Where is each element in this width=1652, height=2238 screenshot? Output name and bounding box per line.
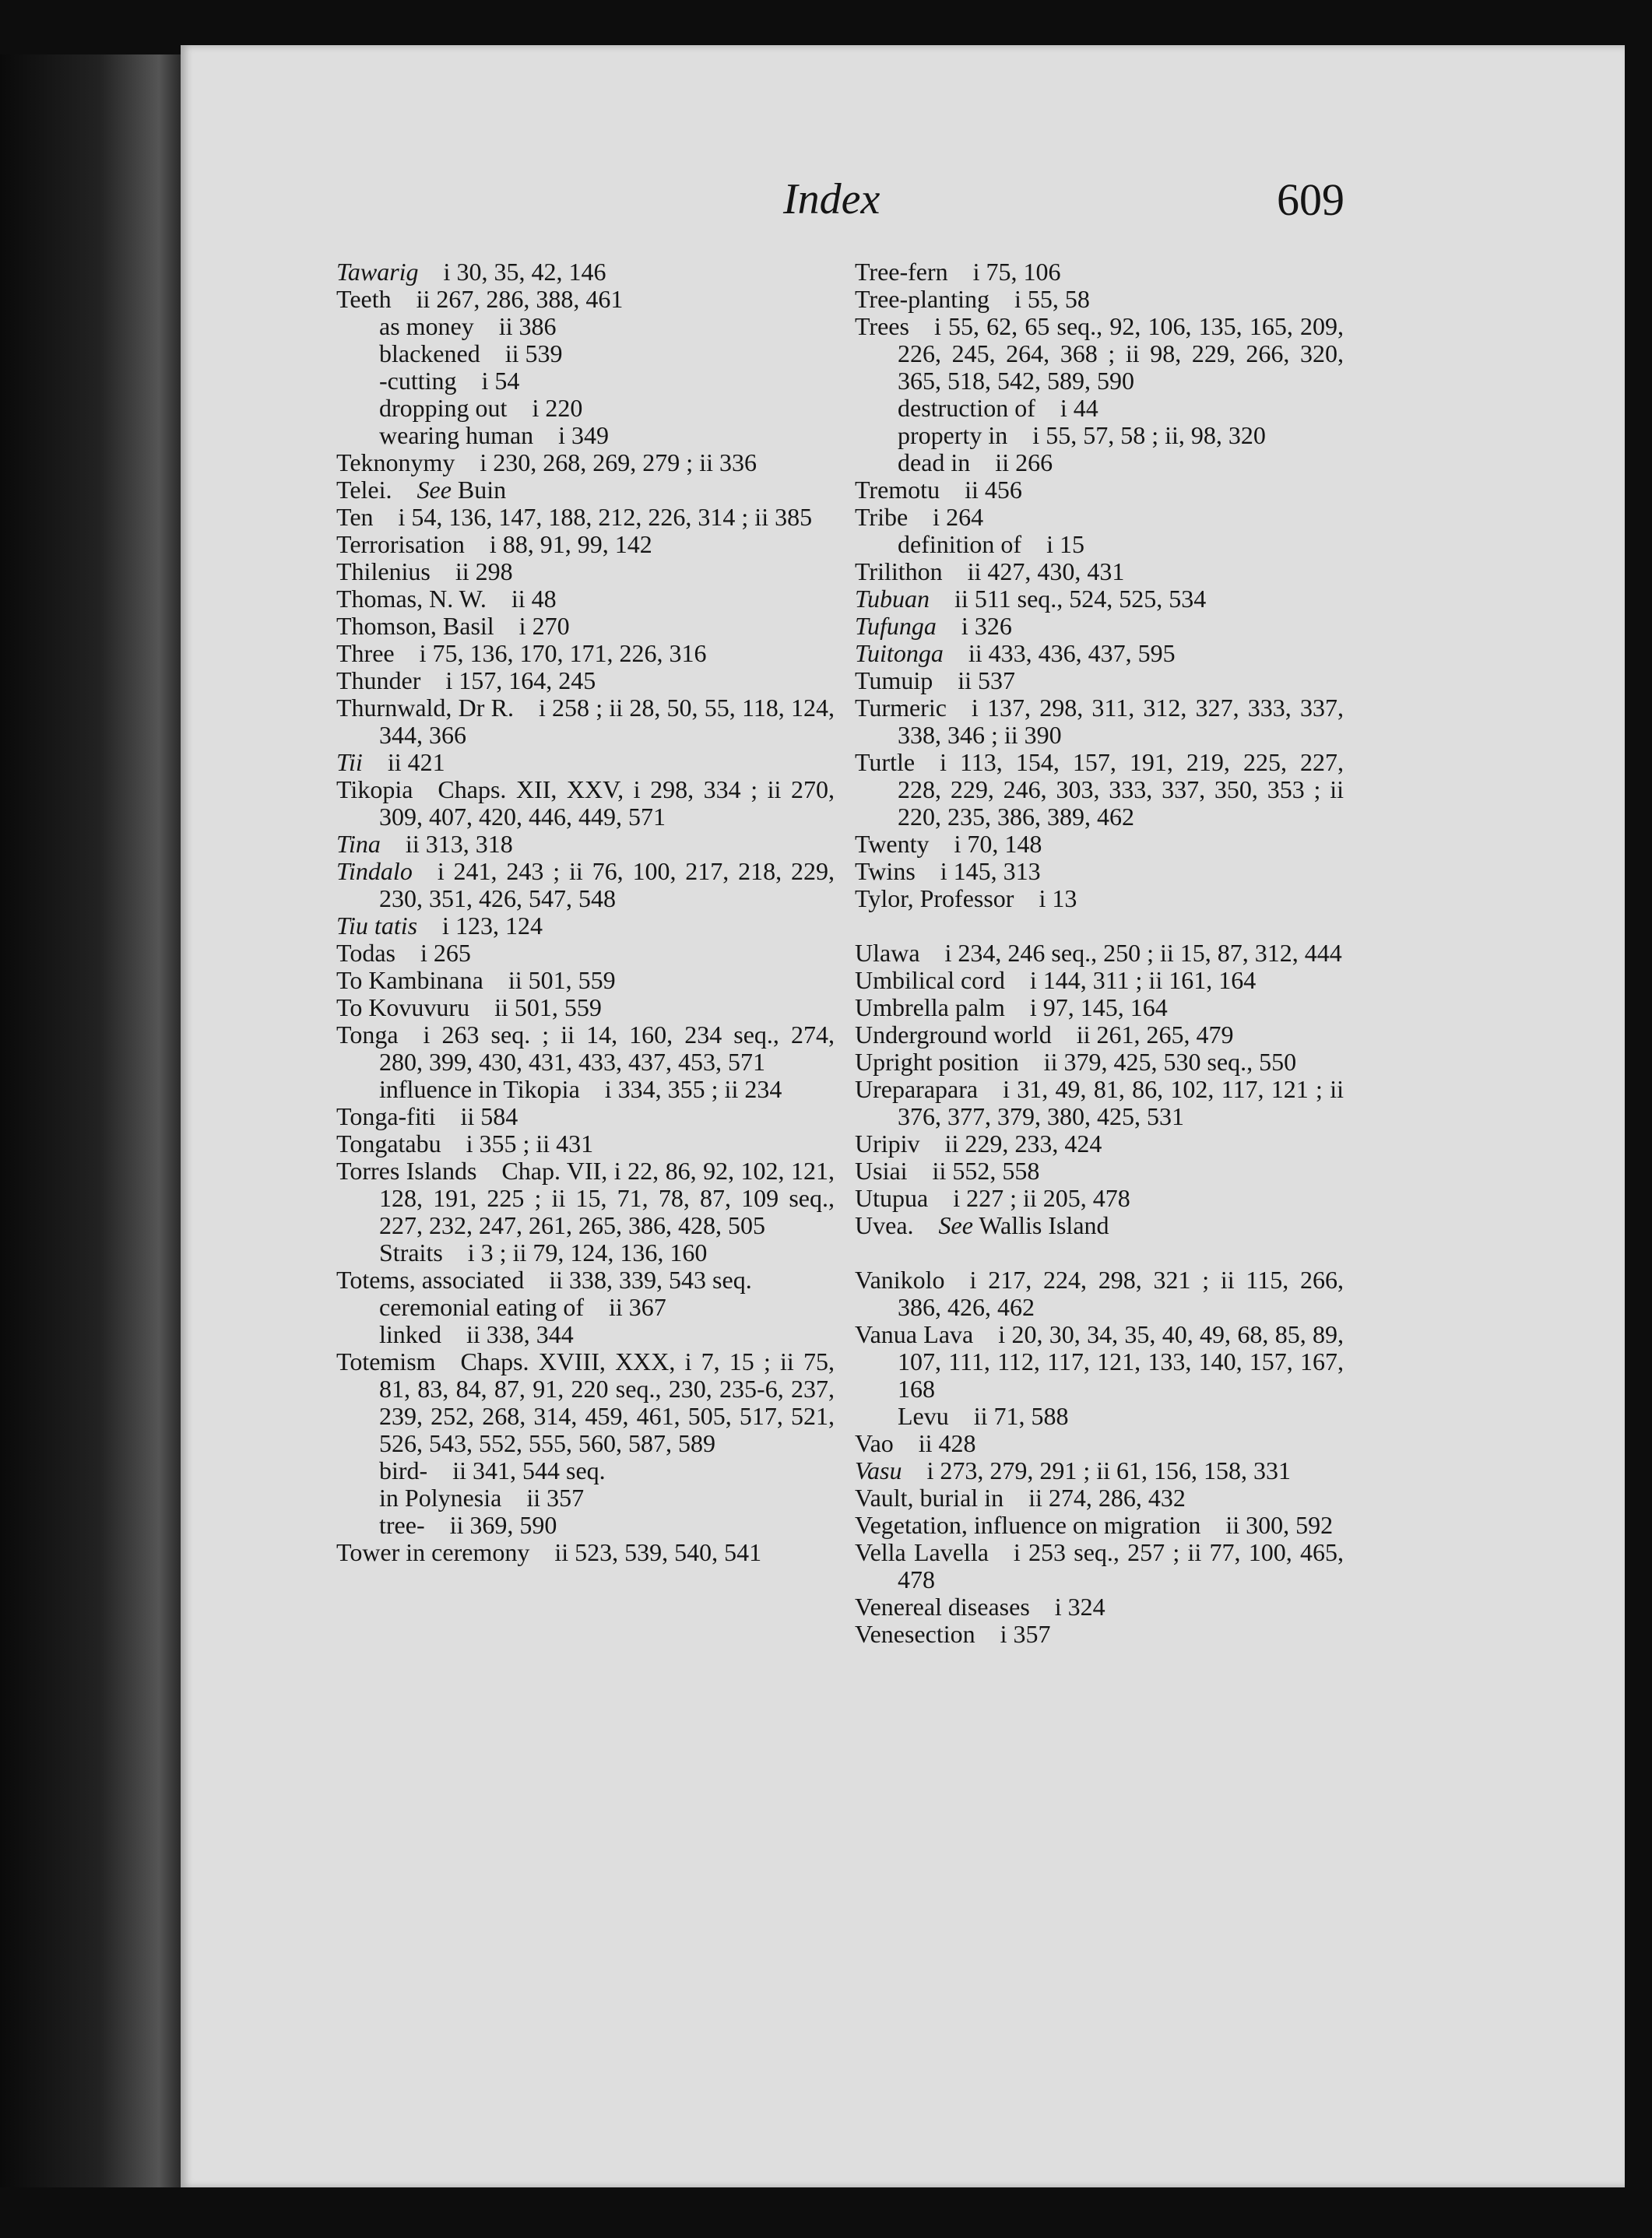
entry-heading: Ulawa [855, 939, 920, 967]
index-entry [855, 640, 1344, 667]
entry-references: i 270 [518, 612, 570, 640]
entry-references: i 123, 124 [442, 912, 543, 940]
index-entry [855, 1430, 1344, 1457]
entry-references: i 31, 49, 81, 86, 102, 117, 121 ; ii 376, 377, 379, 380, 425, 531 [898, 1075, 1344, 1130]
index-entry [336, 476, 835, 504]
entry-heading: Totems, associated [336, 1266, 525, 1294]
index-entry [336, 1103, 835, 1130]
entry-references: ii 523, 539, 540, 541 [554, 1538, 762, 1566]
index-entry [855, 258, 1344, 286]
entry-heading: Vegetation, influence on migration [855, 1511, 1201, 1539]
entry-heading: Tylor, Professor [855, 884, 1014, 912]
entry-references: Chap. VII, i 22, 86, 92, 102, 121, 128, 191, 225 ; ii 15, 71, 78, 87, 109 seq., 227, 232, 247, 261, 265, 386, 428, 505 [379, 1157, 835, 1239]
index-entry [336, 504, 835, 531]
entry-heading: Vasu [855, 1456, 902, 1484]
index-entry [336, 749, 835, 776]
index-subentry [336, 1484, 835, 1512]
entry-references: ii 341, 544 seq. [452, 1456, 606, 1484]
index-entry [855, 858, 1344, 885]
index-entry [855, 1484, 1344, 1512]
entry-heading: Venesection [855, 1620, 975, 1648]
index-subentry [336, 1457, 835, 1484]
entry-heading: Tongatabu [336, 1130, 441, 1158]
entry-heading: Tawarig [336, 258, 419, 286]
index-entry [855, 1267, 1344, 1321]
entry-references: i 75, 136, 170, 171, 226, 316 [419, 639, 707, 667]
index-entry [336, 940, 835, 967]
index-entry [336, 1130, 835, 1158]
index-entry [855, 1321, 1344, 1403]
entry-heading: Tufunga [855, 612, 937, 640]
entry-heading: Upright position [855, 1048, 1019, 1076]
index-entry [336, 912, 835, 940]
entry-heading: Thilenius [336, 557, 431, 585]
entry-references: i 54, 136, 147, 188, 212, 226, 314 ; ii 385 [398, 503, 813, 531]
entry-heading: Tribe [855, 503, 909, 531]
index-entry [336, 994, 835, 1021]
entry-references: i 13 [1039, 884, 1077, 912]
index-entry [336, 667, 835, 694]
index-entry [855, 1457, 1344, 1484]
entry-heading: Totemism [336, 1347, 436, 1375]
entry-heading: Todas [336, 939, 395, 967]
entry-heading: Thurnwald, Dr R. [336, 694, 514, 722]
entry-heading: Trilithon [855, 557, 943, 585]
entry-heading: tree- [379, 1511, 425, 1539]
running-title: Index [783, 175, 880, 223]
index-column-right [855, 258, 1344, 1648]
index-entry [336, 1267, 835, 1294]
entry-heading: influence in Tikopia [379, 1075, 580, 1103]
entry-references: i 20, 30, 34, 35, 40, 49, 68, 85, 89, 107, 111, 112, 117, 121, 133, 140, 157, 167, 168 [898, 1320, 1344, 1403]
index-entry [336, 831, 835, 858]
entry-heading: Twenty [855, 830, 930, 858]
index-entry [855, 1212, 1344, 1239]
entry-heading: Thunder [336, 666, 421, 694]
index-subentry [336, 313, 835, 340]
index-entry [855, 885, 1344, 912]
index-entry [855, 994, 1344, 1021]
entry-heading: in Polynesia [379, 1484, 502, 1512]
entry-heading: blackened [379, 339, 480, 367]
index-entry [336, 640, 835, 667]
entry-references: ii 386 [498, 312, 557, 340]
entry-references: i 70, 148 [954, 830, 1042, 858]
index-entry [855, 940, 1344, 967]
entry-heading: Vao [855, 1429, 894, 1457]
index-entry [336, 967, 835, 994]
index-entry [855, 749, 1344, 831]
index-subentry [336, 367, 835, 395]
index-entry [855, 1593, 1344, 1621]
entry-heading: Uvea. [855, 1211, 914, 1239]
index-subentry [855, 422, 1344, 449]
index-entry [855, 1049, 1344, 1076]
index-subentry [336, 1294, 835, 1321]
entry-heading: Tiu tatis [336, 912, 418, 940]
index-subentry [336, 395, 835, 422]
entry-heading: Vanikolo [855, 1266, 945, 1294]
entry-references: ii 369, 590 [449, 1511, 557, 1539]
entry-heading: Tree-fern [855, 258, 948, 286]
entry-heading: Tonga-fiti [336, 1102, 436, 1130]
entry-references: ii 584 [460, 1102, 518, 1130]
entry-references: i 265 [420, 939, 471, 967]
entry-references: i 88, 91, 99, 142 [489, 530, 652, 558]
index-entry [336, 858, 835, 912]
entry-references: ii 511 seq., 524, 525, 534 [954, 585, 1207, 613]
index-entry [855, 831, 1344, 858]
index-entry [855, 967, 1344, 994]
entry-heading: Vanua Lava [855, 1320, 974, 1348]
entry-references: ii 421 [387, 748, 445, 776]
index-subentry [855, 449, 1344, 476]
entry-heading: Teeth [336, 285, 392, 313]
entry-heading: Thomson, Basil [336, 612, 494, 640]
entry-heading: Turtle [855, 748, 916, 776]
entry-references: ii 267, 286, 388, 461 [416, 285, 624, 313]
entry-heading: Tuitonga [855, 639, 944, 667]
entry-references: i 75, 106 [972, 258, 1061, 286]
index-entry [336, 613, 835, 640]
entry-references: ii 367 [608, 1293, 666, 1321]
entry-references: ii 338, 339, 543 seq. [549, 1266, 752, 1294]
entry-references: i 220 [532, 394, 583, 422]
entry-references: i 113, 154, 157, 191, 219, 225, 227, 228, 229, 246, 303, 333, 337, 350, 353 ; ii 220, 235, 386, 389, 462 [898, 748, 1344, 831]
entry-references: i 234, 246 seq., 250 ; ii 15, 87, 312, 444 [944, 939, 1342, 967]
entry-references: i 227 ; ii 205, 478 [953, 1184, 1130, 1212]
binding-shadow [0, 54, 181, 2187]
entry-references: i 241, 243 ; ii 76, 100, 217, 218, 229, 230, 351, 426, 547, 548 [379, 857, 835, 912]
entry-references: i 217, 224, 298, 321 ; ii 115, 266, 386, 426, 462 [898, 1266, 1344, 1321]
entry-heading: Usiai [855, 1157, 908, 1185]
index-entry [855, 1076, 1344, 1130]
index-entry [855, 1185, 1344, 1212]
entry-heading: Tikopia [336, 775, 413, 803]
entry-references: ii 428 [918, 1429, 976, 1457]
entry-references: Chaps. XVIII, XXX, i 7, 15 ; ii 75, 81, 83, 84, 87, 91, 220 seq., 230, 235-6, 237, 239, 252, 268, 314, 459, 461, 505, 517, 521, 526, 543, 552, 555, 560, 587, 589 [379, 1347, 835, 1457]
index-entry [855, 476, 1344, 504]
entry-heading: Levu [898, 1402, 949, 1430]
entry-heading: Tumuip [855, 666, 933, 694]
entry-references: i 264 [933, 503, 984, 531]
index-entry [855, 1130, 1344, 1158]
entry-references: i 253 seq., 257 ; ii 77, 100, 465, 478 [898, 1538, 1344, 1593]
index-subentry [336, 340, 835, 367]
index-entry [855, 313, 1344, 395]
entry-references: i 258 ; ii 28, 50, 55, 118, 124, 344, 366 [379, 694, 835, 749]
entry-heading: Turmeric [855, 694, 947, 722]
index-entry [336, 585, 835, 613]
index-entry [855, 694, 1344, 749]
entry-references: i 324 [1054, 1593, 1105, 1621]
entry-references: ii 313, 318 [405, 830, 513, 858]
entry-references: i 3 ; ii 79, 124, 136, 160 [467, 1238, 708, 1267]
entry-heading: Straits [379, 1238, 443, 1267]
entry-heading: Telei. [336, 476, 392, 504]
entry-heading: Tree-planting [855, 285, 990, 313]
entry-references: ii 539 [504, 339, 563, 367]
index-entry [855, 1158, 1344, 1185]
entry-references: ii 338, 344 [466, 1320, 574, 1348]
index-column-left [336, 258, 835, 1566]
index-entry [336, 449, 835, 476]
entry-heading: Vault, burial in [855, 1484, 1004, 1512]
letter-section-gap [855, 912, 1344, 940]
entry-references: i 55, 57, 58 ; ii, 98, 320 [1032, 421, 1266, 449]
entry-references: ii 433, 436, 437, 595 [968, 639, 1176, 667]
entry-heading: Tina [336, 830, 381, 858]
index-entry [336, 1539, 835, 1566]
entry-heading: To Kovuvuru [336, 993, 470, 1021]
entry-references: i 230, 268, 269, 279 ; ii 336 [480, 448, 757, 476]
entry-heading: Thomas, N. W. [336, 585, 487, 613]
entry-heading: Torres Islands [336, 1157, 477, 1185]
entry-heading: Uripiv [855, 1130, 920, 1158]
entry-references: i 15 [1046, 530, 1084, 558]
entry-heading: bird- [379, 1456, 428, 1484]
index-subentry [855, 531, 1344, 558]
entry-references: ii 298 [455, 557, 513, 585]
entry-heading: Teknonymy [336, 448, 455, 476]
index-subentry [336, 1512, 835, 1539]
index-entry [855, 1512, 1344, 1539]
entry-references: ii 266 [995, 448, 1053, 476]
index-subentry [336, 1239, 835, 1267]
index-entry [336, 558, 835, 585]
entry-references: i 144, 311 ; ii 161, 164 [1029, 966, 1257, 994]
entry-references: ii 274, 286, 432 [1028, 1484, 1186, 1512]
entry-heading: Tower in ceremony [336, 1538, 530, 1566]
entry-references: i 357 [1000, 1620, 1051, 1648]
entry-heading: Twins [855, 857, 916, 885]
entry-references: ii 501, 559 [508, 966, 616, 994]
index-entry [855, 558, 1344, 585]
index-entry [336, 776, 835, 831]
entry-references: i 355 ; ii 431 [466, 1130, 594, 1158]
entry-references: ii 229, 233, 424 [944, 1130, 1102, 1158]
entry-heading: destruction of [898, 394, 1035, 422]
entry-references: i 273, 279, 291 ; ii 61, 156, 158, 331 [926, 1456, 1292, 1484]
entry-heading: Venereal diseases [855, 1593, 1030, 1621]
entry-references: i 44 [1060, 394, 1098, 422]
index-entry [855, 1021, 1344, 1049]
entry-heading: Ureparapara [855, 1075, 979, 1103]
entry-references: Chaps. XII, XXV, i 298, 334 ; ii 270, 309, 407, 420, 446, 449, 571 [379, 775, 835, 831]
entry-references: ii 537 [958, 666, 1015, 694]
index-subentry [336, 1321, 835, 1348]
index-entry [855, 1621, 1344, 1648]
entry-references: i 326 [961, 612, 1012, 640]
page-number: 609 [1277, 174, 1344, 225]
entry-heading: Vella Lavella [855, 1538, 989, 1566]
index-entry [336, 1348, 835, 1457]
entry-heading: Terrorisation [336, 530, 465, 558]
entry-heading: Tindalo [336, 857, 413, 885]
index-entry [336, 286, 835, 313]
entry-references: ii 456 [965, 476, 1022, 504]
index-entry [336, 258, 835, 286]
entry-heading: -cutting [379, 367, 457, 395]
entry-references: i 55, 62, 65 seq., 92, 106, 135, 165, 209, 226, 245, 264, 368 ; ii 98, 229, 266, 320, 365, 518, 542, 589, 590 [898, 312, 1344, 395]
entry-references: ii 552, 558 [932, 1157, 1040, 1185]
index-entry [336, 1158, 835, 1239]
index-entry [855, 585, 1344, 613]
entry-references: ii 501, 559 [494, 993, 602, 1021]
entry-heading: linked [379, 1320, 441, 1348]
entry-heading: Umbilical cord [855, 966, 1005, 994]
entry-heading: dead in [898, 448, 971, 476]
entry-heading: Three [336, 639, 395, 667]
entry-heading: ceremonial eating of [379, 1293, 584, 1321]
index-entry [855, 286, 1344, 313]
entry-heading: Trees [855, 312, 909, 340]
index-subentry [336, 422, 835, 449]
index-subentry [855, 395, 1344, 422]
entry-heading: Umbrella palm [855, 993, 1005, 1021]
entry-heading: Tii [336, 748, 363, 776]
entry-heading: Ten [336, 503, 374, 531]
entry-references: ii 379, 425, 530 seq., 550 [1043, 1048, 1297, 1076]
index-entry [336, 531, 835, 558]
entry-references: i 54 [481, 367, 520, 395]
index-entry [336, 694, 835, 749]
entry-references: i 30, 35, 42, 146 [443, 258, 606, 286]
index-entry [855, 667, 1344, 694]
see-reference: See [938, 1211, 973, 1239]
entry-references: ii 71, 588 [973, 1402, 1069, 1430]
entry-references: i 334, 355 ; ii 234 [604, 1075, 782, 1103]
entry-references: ii 48 [511, 585, 557, 613]
entry-heading: Tonga [336, 1021, 399, 1049]
entry-references: i 263 seq. ; ii 14, 160, 234 seq., 274, 280, 399, 430, 431, 433, 437, 453, 571 [379, 1021, 835, 1076]
letter-section-gap [855, 1239, 1344, 1267]
entry-heading: dropping out [379, 394, 508, 422]
entry-references: ii 427, 430, 431 [967, 557, 1125, 585]
index-entry [855, 1539, 1344, 1593]
entry-heading: Tremotu [855, 476, 940, 504]
index-entry [855, 504, 1344, 531]
entry-references: ii 261, 265, 479 [1076, 1021, 1234, 1049]
entry-heading: wearing human [379, 421, 534, 449]
entry-references: i 55, 58 [1014, 285, 1090, 313]
entry-heading: Tubuan [855, 585, 930, 613]
entry-references: Wallis Island [979, 1211, 1109, 1239]
index-subentry [855, 1403, 1344, 1430]
entry-heading: Underground world [855, 1021, 1052, 1049]
entry-references: ii 357 [526, 1484, 585, 1512]
entry-references: ii 300, 592 [1225, 1511, 1334, 1539]
index-entry [336, 1021, 835, 1076]
see-reference: See [417, 476, 452, 504]
entry-references: i 97, 145, 164 [1029, 993, 1168, 1021]
index-entry [855, 613, 1344, 640]
entry-heading: Utupua [855, 1184, 929, 1212]
entry-references: i 157, 164, 245 [445, 666, 596, 694]
entry-heading: as money [379, 312, 474, 340]
entry-references: i 349 [558, 421, 610, 449]
entry-heading: property in [898, 421, 1008, 449]
entry-heading: To Kambinana [336, 966, 483, 994]
index-subentry [336, 1076, 835, 1103]
entry-references: i 145, 313 [940, 857, 1041, 885]
entry-references: Buin [457, 476, 507, 504]
entry-references: i 137, 298, 311, 312, 327, 333, 337, 338, 346 ; ii 390 [898, 694, 1344, 749]
entry-heading: definition of [898, 530, 1022, 558]
